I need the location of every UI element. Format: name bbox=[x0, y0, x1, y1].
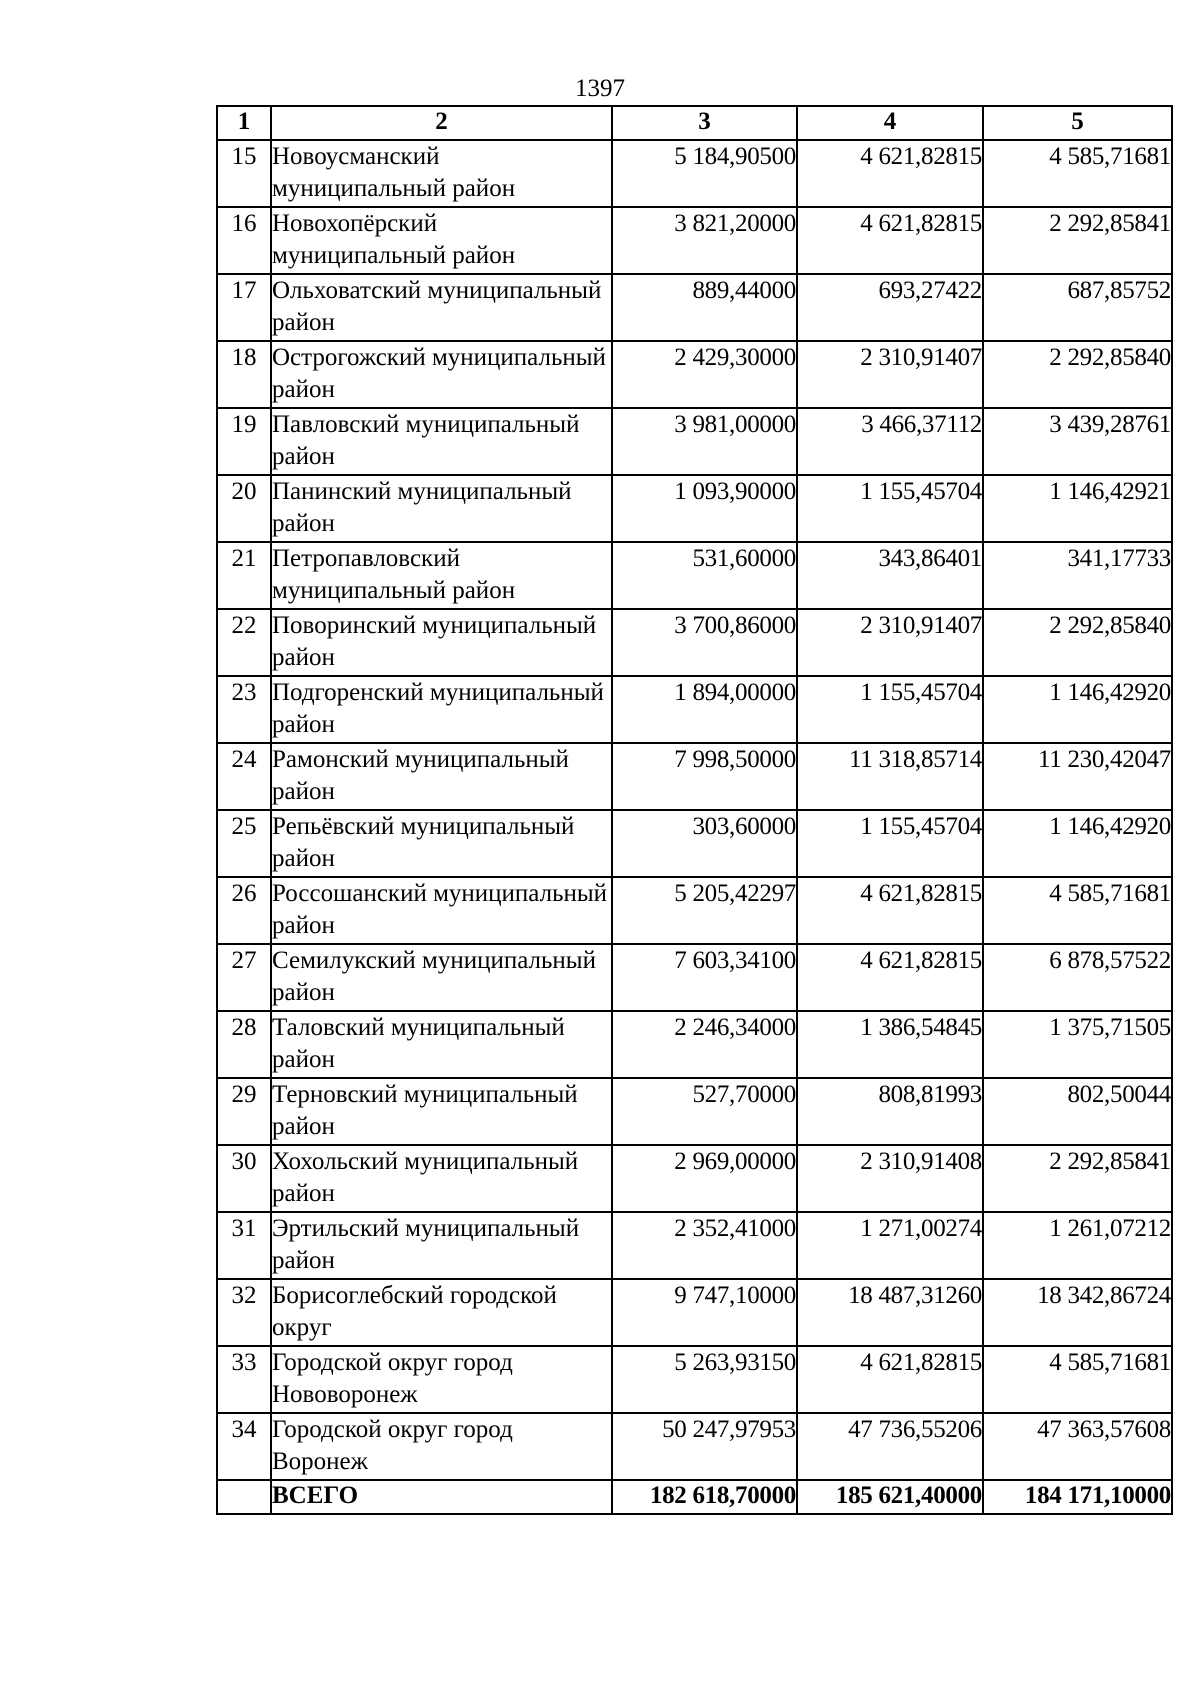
col5-value-cell: 4 585,71681 bbox=[983, 140, 1172, 207]
district-name-cell: Павловский муниципальный район bbox=[271, 408, 612, 475]
total-label: ВСЕГО bbox=[271, 1480, 612, 1514]
col5-value-cell: 1 261,07212 bbox=[983, 1212, 1172, 1279]
col4-value-cell: 4 621,82815 bbox=[797, 207, 983, 274]
row-number-cell: 15 bbox=[217, 140, 271, 207]
data-table bbox=[216, 105, 1173, 1515]
table-row bbox=[217, 1413, 1172, 1480]
district-name-cell: Хохольский муниципальный район bbox=[271, 1145, 612, 1212]
col4-value-cell: 1 155,45704 bbox=[797, 475, 983, 542]
table-row bbox=[217, 1279, 1172, 1346]
col3-value-cell: 527,70000 bbox=[612, 1078, 797, 1145]
col5-value-cell: 4 585,71681 bbox=[983, 1346, 1172, 1413]
page-number: 1397 bbox=[575, 75, 625, 102]
col5-value-cell: 1 146,42920 bbox=[983, 676, 1172, 743]
col4-value-cell: 1 155,45704 bbox=[797, 676, 983, 743]
col3-value-cell: 9 747,10000 bbox=[612, 1279, 797, 1346]
table-row bbox=[217, 274, 1172, 341]
header-row bbox=[217, 106, 1172, 140]
col4-value-cell: 2 310,91408 bbox=[797, 1145, 983, 1212]
col5-value-cell: 2 292,85841 bbox=[983, 207, 1172, 274]
col4-value-cell: 1 271,00274 bbox=[797, 1212, 983, 1279]
col4-value-cell: 1 155,45704 bbox=[797, 810, 983, 877]
district-name-cell: Новоусманский муниципальный район bbox=[271, 140, 612, 207]
row-number-cell: 30 bbox=[217, 1145, 271, 1212]
col3-value-cell: 1 894,00000 bbox=[612, 676, 797, 743]
col5-value-cell: 6 878,57522 bbox=[983, 944, 1172, 1011]
table-row bbox=[217, 475, 1172, 542]
row-number-cell: 28 bbox=[217, 1011, 271, 1078]
district-name-cell: Россошанский муниципальный район bbox=[271, 877, 612, 944]
table-row bbox=[217, 944, 1172, 1011]
total-col4-value: 185 621,40000 bbox=[797, 1480, 983, 1514]
col3-value-cell: 50 247,97953 bbox=[612, 1413, 797, 1480]
district-name-cell: Репьёвский муниципальный район bbox=[271, 810, 612, 877]
col3-value-cell: 7 603,34100 bbox=[612, 944, 797, 1011]
col5-value-cell: 2 292,85840 bbox=[983, 341, 1172, 408]
col5-value-cell: 1 146,42921 bbox=[983, 475, 1172, 542]
col3-value-cell: 3 700,86000 bbox=[612, 609, 797, 676]
table-row bbox=[217, 1346, 1172, 1413]
row-number-cell: 16 bbox=[217, 207, 271, 274]
district-name-cell: Терновский муниципальный район bbox=[271, 1078, 612, 1145]
col5-value-cell: 1 375,71505 bbox=[983, 1011, 1172, 1078]
table-body bbox=[217, 140, 1172, 1514]
total-col5-value: 184 171,10000 bbox=[983, 1480, 1172, 1514]
col4-value-cell: 4 621,82815 bbox=[797, 944, 983, 1011]
table-row bbox=[217, 140, 1172, 207]
row-number-cell: 29 bbox=[217, 1078, 271, 1145]
col3-value-cell: 3 821,20000 bbox=[612, 207, 797, 274]
header-cell-4: 4 bbox=[797, 106, 983, 140]
col5-value-cell: 687,85752 bbox=[983, 274, 1172, 341]
district-name-cell: Борисоглебский городской округ bbox=[271, 1279, 612, 1346]
col4-value-cell: 2 310,91407 bbox=[797, 341, 983, 408]
row-number-cell: 33 bbox=[217, 1346, 271, 1413]
row-number-cell: 34 bbox=[217, 1413, 271, 1480]
table-row bbox=[217, 810, 1172, 877]
col5-value-cell: 341,17733 bbox=[983, 542, 1172, 609]
header-cell-1: 1 bbox=[217, 106, 271, 140]
col3-value-cell: 5 205,42297 bbox=[612, 877, 797, 944]
col5-value-cell: 4 585,71681 bbox=[983, 877, 1172, 944]
col4-value-cell: 3 466,37112 bbox=[797, 408, 983, 475]
col3-value-cell: 2 246,34000 bbox=[612, 1011, 797, 1078]
col4-value-cell: 4 621,82815 bbox=[797, 877, 983, 944]
col4-value-cell: 693,27422 bbox=[797, 274, 983, 341]
row-number-cell: 31 bbox=[217, 1212, 271, 1279]
district-name-cell: Рамонский муниципальный район bbox=[271, 743, 612, 810]
col5-value-cell: 1 146,42920 bbox=[983, 810, 1172, 877]
header-cell-3: 3 bbox=[612, 106, 797, 140]
row-number-cell: 25 bbox=[217, 810, 271, 877]
col3-value-cell: 2 352,41000 bbox=[612, 1212, 797, 1279]
district-name-cell: Семилукский муниципальный район bbox=[271, 944, 612, 1011]
row-number-cell: 22 bbox=[217, 609, 271, 676]
col5-value-cell: 11 230,42047 bbox=[983, 743, 1172, 810]
col4-value-cell: 18 487,31260 bbox=[797, 1279, 983, 1346]
row-number-cell: 23 bbox=[217, 676, 271, 743]
total-row bbox=[217, 1480, 1172, 1514]
district-name-cell: Острогожский муниципальный район bbox=[271, 341, 612, 408]
col3-value-cell: 2 429,30000 bbox=[612, 341, 797, 408]
table-row bbox=[217, 1212, 1172, 1279]
row-number-cell: 17 bbox=[217, 274, 271, 341]
header-cell-2: 2 bbox=[271, 106, 612, 140]
row-number-cell: 27 bbox=[217, 944, 271, 1011]
col5-value-cell: 18 342,86724 bbox=[983, 1279, 1172, 1346]
col3-value-cell: 7 998,50000 bbox=[612, 743, 797, 810]
district-name-cell: Панинский муниципальный район bbox=[271, 475, 612, 542]
total-col3-value: 182 618,70000 bbox=[612, 1480, 797, 1514]
row-number-cell: 21 bbox=[217, 542, 271, 609]
row-number-cell: 26 bbox=[217, 877, 271, 944]
col3-value-cell: 303,60000 bbox=[612, 810, 797, 877]
col5-value-cell: 3 439,28761 bbox=[983, 408, 1172, 475]
col4-value-cell: 343,86401 bbox=[797, 542, 983, 609]
col4-value-cell: 808,81993 bbox=[797, 1078, 983, 1145]
col3-value-cell: 3 981,00000 bbox=[612, 408, 797, 475]
district-name-cell: Ольховатский муниципальный район bbox=[271, 274, 612, 341]
col4-value-cell: 11 318,85714 bbox=[797, 743, 983, 810]
table-row bbox=[217, 1078, 1172, 1145]
col3-value-cell: 5 184,90500 bbox=[612, 140, 797, 207]
col5-value-cell: 2 292,85841 bbox=[983, 1145, 1172, 1212]
district-name-cell: Городской округ город Нововоронеж bbox=[271, 1346, 612, 1413]
col5-value-cell: 47 363,57608 bbox=[983, 1413, 1172, 1480]
row-number-cell: 19 bbox=[217, 408, 271, 475]
district-name-cell: Поворинский муниципальный район bbox=[271, 609, 612, 676]
col4-value-cell: 4 621,82815 bbox=[797, 140, 983, 207]
col5-value-cell: 802,50044 bbox=[983, 1078, 1172, 1145]
col3-value-cell: 1 093,90000 bbox=[612, 475, 797, 542]
district-name-cell: Таловский муниципальный район bbox=[271, 1011, 612, 1078]
district-name-cell: Новохопёрский муниципальный район bbox=[271, 207, 612, 274]
table-row bbox=[217, 609, 1172, 676]
col5-value-cell: 2 292,85840 bbox=[983, 609, 1172, 676]
total-num-cell bbox=[217, 1480, 271, 1514]
col3-value-cell: 5 263,93150 bbox=[612, 1346, 797, 1413]
table-row bbox=[217, 743, 1172, 810]
table-row bbox=[217, 1011, 1172, 1078]
district-name-cell: Подгоренский муниципальный район bbox=[271, 676, 612, 743]
district-name-cell: Эртильский муниципальный район bbox=[271, 1212, 612, 1279]
col4-value-cell: 2 310,91407 bbox=[797, 609, 983, 676]
col4-value-cell: 4 621,82815 bbox=[797, 1346, 983, 1413]
district-name-cell: Городской округ город Воронеж bbox=[271, 1413, 612, 1480]
table-row bbox=[217, 1145, 1172, 1212]
header-cell-5: 5 bbox=[983, 106, 1172, 140]
table-row bbox=[217, 676, 1172, 743]
row-number-cell: 18 bbox=[217, 341, 271, 408]
col4-value-cell: 47 736,55206 bbox=[797, 1413, 983, 1480]
col4-value-cell: 1 386,54845 bbox=[797, 1011, 983, 1078]
row-number-cell: 24 bbox=[217, 743, 271, 810]
table-row bbox=[217, 408, 1172, 475]
district-name-cell: Петропавловский муниципальный район bbox=[271, 542, 612, 609]
col3-value-cell: 531,60000 bbox=[612, 542, 797, 609]
table-row bbox=[217, 207, 1172, 274]
col3-value-cell: 889,44000 bbox=[612, 274, 797, 341]
table-row bbox=[217, 877, 1172, 944]
row-number-cell: 20 bbox=[217, 475, 271, 542]
table-row bbox=[217, 341, 1172, 408]
table-row bbox=[217, 542, 1172, 609]
col3-value-cell: 2 969,00000 bbox=[612, 1145, 797, 1212]
row-number-cell: 32 bbox=[217, 1279, 271, 1346]
